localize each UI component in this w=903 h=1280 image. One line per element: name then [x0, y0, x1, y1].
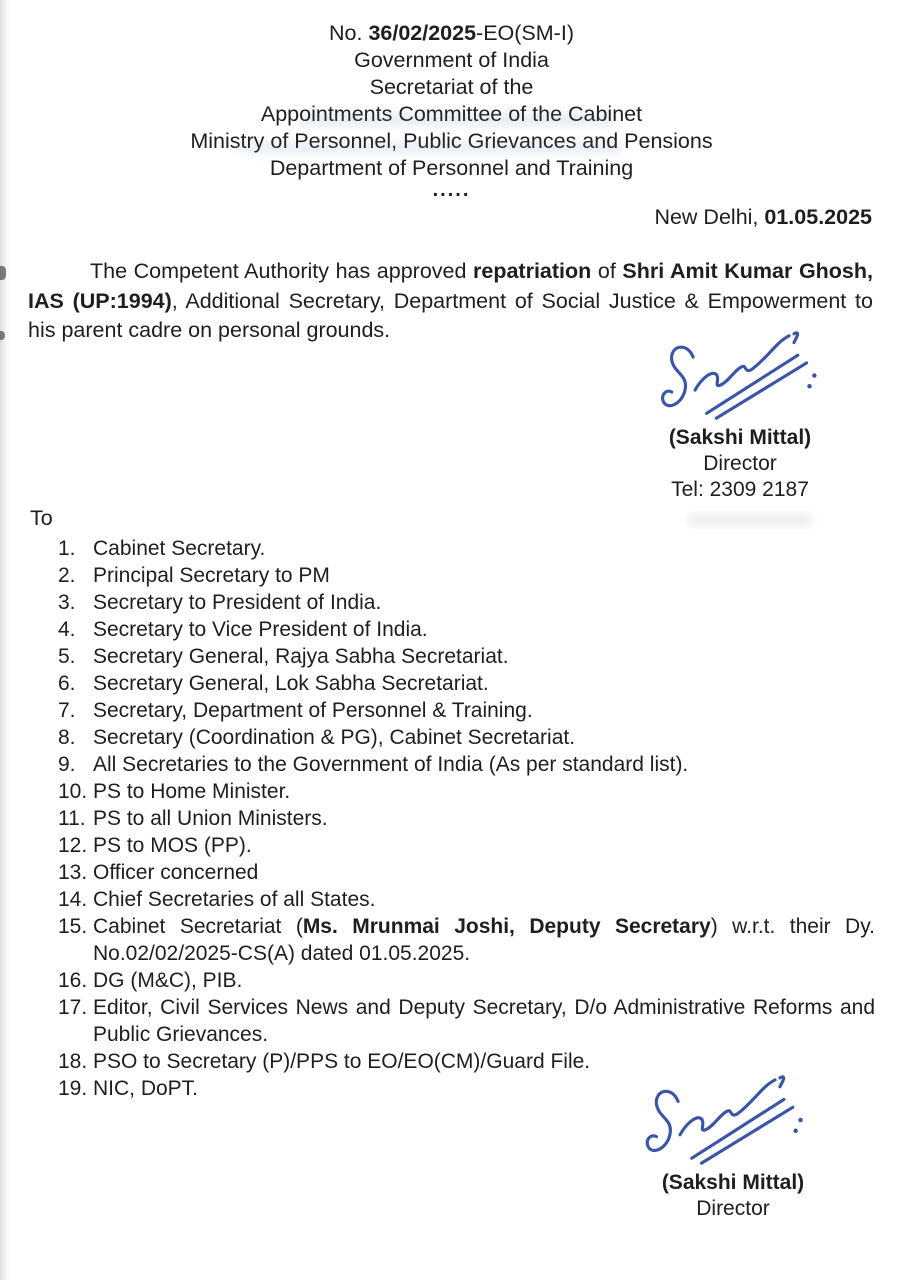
recipient-text: Editor, Civil Services News and Deputy Secretary, D/o Administrative Reforms and Public Grievances. — [93, 996, 875, 1046]
recipient-number: 9. — [58, 753, 76, 776]
recipient-number: 2. — [58, 564, 76, 587]
signatory-name: (Sakshi Mittal) — [668, 426, 812, 449]
paragraph-bold-repatriation: repatriation — [473, 259, 592, 283]
recipient-text: Secretary (Coordination & PG), Cabinet Secretariat. — [93, 726, 576, 749]
recipient-number: 14. — [58, 888, 88, 911]
list-item — [58, 670, 875, 697]
list-item — [58, 616, 875, 643]
recipient-list — [30, 535, 875, 1102]
recipient-text-segment: Cabinet Secretariat ( — [93, 915, 303, 938]
recipient-text: PSO to Secretary (P)/PPS to EO/EO(CM)/Guard File. — [93, 1050, 591, 1073]
list-item — [58, 967, 875, 994]
list-item — [58, 643, 875, 670]
list-item — [58, 886, 875, 913]
signature-block-bottom — [622, 1072, 844, 1222]
reference-prefix: No. — [329, 21, 369, 45]
scan-speck — [0, 331, 5, 340]
list-item — [58, 535, 875, 562]
recipient-text: All Secretaries to the Government of India (As per standard list). — [93, 753, 689, 776]
recipient-text: PS to MOS (PP). — [93, 834, 252, 857]
recipient-text: Secretary General, Rajya Sabha Secretariat. — [93, 645, 509, 668]
list-item — [58, 751, 875, 778]
recipient-text-segment: ) w.r.t. their Dy. No.02/02/2025-CS(A) dated 01.05.2025. — [93, 915, 875, 965]
recipient-number: 5. — [58, 645, 76, 668]
org-line-ministry: Ministry of Personnel, Public Grievances and Pensions — [190, 129, 713, 153]
list-item — [58, 994, 875, 1048]
list-item — [58, 1048, 875, 1075]
recipient-number: 13. — [58, 861, 88, 884]
dateline — [0, 204, 903, 231]
recipient-number: 17. — [58, 996, 88, 1019]
recipient-number: 7. — [58, 699, 76, 722]
recipient-number: 1. — [58, 537, 76, 560]
recipient-text: Cabinet Secretary. — [93, 537, 266, 560]
recipient-number: 6. — [58, 672, 76, 695]
recipient-text-bold: Ms. Mrunmai Joshi, Deputy Secretary — [302, 915, 711, 938]
list-item — [58, 697, 875, 724]
recipient-number: 18. — [58, 1050, 88, 1073]
reference-number — [0, 20, 903, 47]
reference-suffix: -EO(SM-I) — [476, 21, 574, 45]
signature-ink — [636, 1072, 824, 1170]
list-item — [58, 805, 875, 832]
recipient-text: Secretary to President of India. — [93, 591, 382, 614]
paragraph-bold-officer-name: Shri Amit Kumar Ghosh, IAS (UP:1994) — [28, 259, 873, 313]
recipient-text: Secretary, Department of Personnel & Training. — [93, 699, 533, 722]
signatory-title: Director — [703, 452, 777, 475]
list-item — [58, 589, 875, 616]
recipient-text — [93, 913, 875, 967]
list-item — [58, 859, 875, 886]
to-label: To — [30, 506, 53, 530]
org-line-secretariat: Secretariat of the — [369, 75, 534, 99]
recipient-number: 4. — [58, 618, 76, 641]
recipient-number: 10. — [58, 780, 88, 803]
recipient-text: DG (M&C), PIB. — [93, 969, 243, 992]
recipient-number: 16. — [58, 969, 88, 992]
paragraph-text: The Competent Authority has approved — [90, 259, 474, 283]
recipient-number: 3. — [58, 591, 76, 614]
paragraph-text: of — [591, 259, 623, 283]
recipient-number: 19. — [58, 1077, 88, 1100]
separator-dots: ..... — [432, 179, 471, 201]
list-item — [58, 778, 875, 805]
signature-block-top — [630, 328, 850, 503]
list-item — [58, 832, 875, 859]
recipient-number: 8. — [58, 726, 76, 749]
recipient-number: 11. — [58, 807, 86, 830]
recipient-text: Secretary to Vice President of India. — [93, 618, 428, 641]
signature-ink — [652, 328, 837, 425]
recipient-text: PS to all Union Ministers. — [93, 807, 328, 830]
org-line-committee: Appointments Committee of the Cabinet — [260, 102, 643, 126]
list-item — [58, 724, 875, 751]
recipient-text: PS to Home Minister. — [93, 780, 291, 803]
signatory-title: Director — [696, 1197, 770, 1220]
org-line-department: Department of Personnel and Training — [269, 156, 634, 180]
date-value: 01.05.2025 — [764, 205, 872, 229]
list-item — [58, 913, 875, 967]
place-label: New Delhi, — [654, 205, 765, 229]
recipient-number: 12. — [58, 834, 88, 857]
recipient-text: NIC, DoPT. — [93, 1077, 199, 1100]
reference-number-bold: 36/02/2025 — [368, 21, 477, 45]
distribution-section — [30, 505, 875, 1102]
list-item — [58, 562, 875, 589]
letter-header — [0, 0, 903, 182]
recipient-text: Secretary General, Lok Sabha Secretariat. — [93, 672, 489, 695]
signatory-telephone: Tel: 2309 2187 — [671, 478, 809, 501]
org-line-government: Government of India — [354, 48, 549, 72]
signatory-name: (Sakshi Mittal) — [661, 1171, 805, 1194]
paragraph-text: , Additional Secretary, Department of Social Justice & Empowerment to his parent cadre on personal grounds. — [28, 288, 873, 342]
recipient-number: 15. — [58, 915, 88, 938]
recipient-text: Principal Secretary to PM — [93, 564, 330, 587]
recipient-text: Officer concerned — [93, 861, 259, 884]
scan-speck — [0, 266, 6, 280]
recipient-text: Chief Secretaries of all States. — [93, 888, 376, 911]
